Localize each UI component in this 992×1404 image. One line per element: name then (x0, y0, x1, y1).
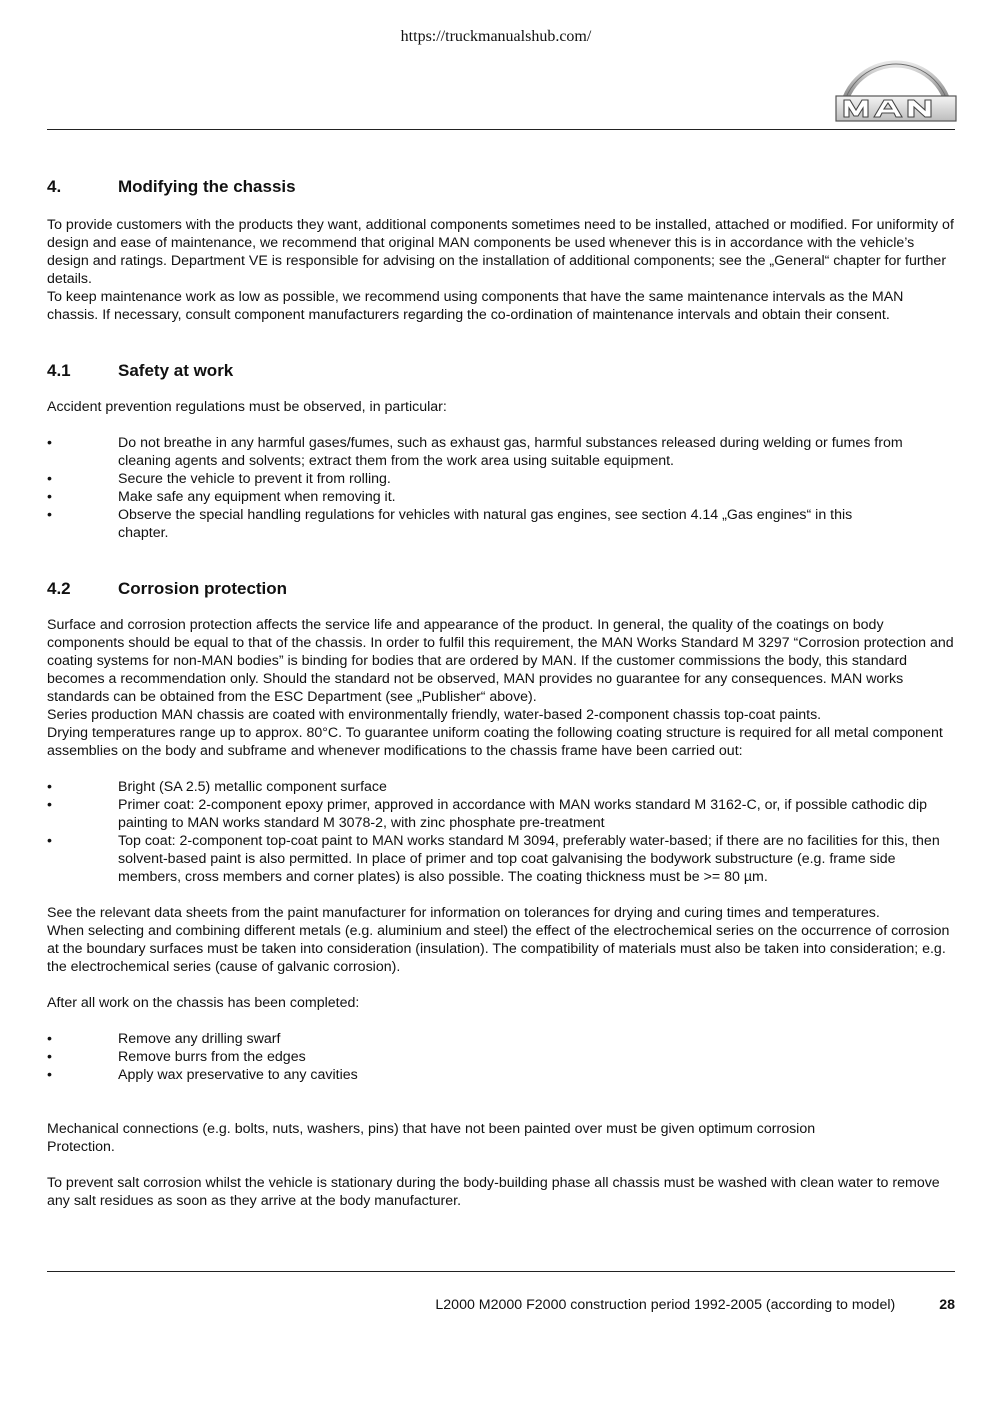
section-4-1-heading (47, 360, 957, 382)
list-item-text: Top coat: 2-component top-coat paint to MAN works standard M 3094, preferably water-based; if there are no facilities for this, then solvent-based paint is also permitted. In place of primer and top coat galvanising the bodywork substructure (e.g. frame side members, cross members and corner plates) is also possible. The coating thickness must be >= 80 µm. (118, 833, 940, 885)
paragraph: To prevent salt corrosion whilst the vehicle is stationary during the body-building phase all chassis must be washed with clean water to remove any salt residues as soon as they arrive at the body manufacturer. (47, 1175, 940, 1209)
footer-rule (47, 1271, 955, 1272)
paragraph: Accident prevention regulations must be observed, in particular: (47, 399, 447, 415)
section-number: 4. (47, 177, 62, 196)
after-work-bullet-list (47, 1030, 957, 1084)
list-item (47, 1048, 957, 1066)
list-item-text: Apply wax preservative to any cavities (118, 1067, 358, 1083)
list-item (47, 506, 957, 542)
bullet: • (47, 1067, 52, 1083)
paragraph: To keep maintenance work as low as possible, we recommend using components that have the same maintenance intervals as the MAN chassis. If necessary, consult component manufacturers regarding the co-ordination of maintenance intervals and obtain their consent. (47, 289, 904, 323)
page-number: 28 (939, 1297, 955, 1313)
list-item-text: Primer coat: 2-component epoxy primer, approved in accordance with MAN works standard M 3162-C, or, if possible cathodic dip painting to MAN works standard M 3078-2, with zinc phosphate pre-treatment (118, 797, 928, 831)
list-item-text: Do not breathe in any harmful gases/fumes, such as exhaust gas, harmful substances released during welding or fumes from cleaning agents and solvents; extract them from the work area using suitable equipment. (118, 435, 903, 469)
list-item (47, 832, 957, 886)
page-content (47, 176, 957, 1210)
list-item (47, 488, 957, 506)
paragraph: After all work on the chassis has been completed: (47, 995, 360, 1011)
safety-bullet-list (47, 434, 957, 542)
list-item-text: Remove burrs from the edges (118, 1049, 306, 1065)
bullet: • (47, 1031, 52, 1047)
list-item (47, 434, 957, 470)
footer-model-text: L2000 M2000 F2000 construction period 1992-2005 (according to model) (435, 1297, 896, 1313)
section-title: Safety at work (118, 361, 234, 380)
bullet: • (47, 435, 52, 451)
paragraph: Surface and corrosion protection affects the service life and appearance of the product. In general, the quality of the coatings on body components should be equal to that of the chassis. In order to fulfil this requirement, the MAN Works Standard M 3297 “Corrosion protection and coating systems for non-MAN bodies” is binding for bodies that are ordered by MAN. If the customer commissions the body, this standard becomes a recommendation only. Should the standard not be observed, MAN provides no guarantee for any consequences. MAN works standards can be obtained from the ESC Department (see „Publisher“ above). (47, 617, 954, 705)
paragraph: To provide customers with the products they want, additional components sometimes need to be installed, attached or modified. For uniformity of design and ease of maintenance, we recommend that original MAN components be used whenever this is in accordance with the vehicle’s design and ratings. Department VE is responsible for advising on the installation of additional components; see the „General“ chapter for further details. (47, 217, 954, 287)
paragraph: See the relevant data sheets from the paint manufacturer for information on tolerances for drying and curing times and temperatures. (47, 905, 880, 921)
coating-bullet-list (47, 778, 957, 886)
paragraph: Drying temperatures range up to approx. 80°C. To guarantee uniform coating the following coating structure is required for all metal component assemblies on the body and subframe and whenever modifications to the chassis frame have been carried out: (47, 725, 943, 759)
list-item-text: Remove any drilling swarf (118, 1031, 281, 1047)
list-item (47, 1066, 957, 1084)
paragraph: Mechanical connections (e.g. bolts, nuts, washers, pins) that have not been painted over must be given optimum corrosion Protection. (47, 1121, 816, 1155)
section-title: Corrosion protection (118, 579, 288, 598)
header-rule (47, 129, 955, 130)
paragraph: Series production MAN chassis are coated with environmentally friendly, water-based 2-component chassis top-coat paints. (47, 707, 822, 723)
bullet: • (47, 471, 52, 487)
bullet: • (47, 833, 52, 849)
paragraph: When selecting and combining different metals (e.g. aluminium and steel) the effect of the electrochemical series on the occurrence of corrosion at the boundary surfaces must be taken into consideration (insulation). The compatibility of materials must also be taken into consideration; e.g. the electrochemical series (cause of galvanic corrosion). (47, 923, 950, 975)
page-footer (47, 1297, 955, 1313)
bullet: • (47, 779, 52, 795)
bullet: • (47, 507, 52, 523)
list-item (47, 1030, 957, 1048)
list-item (47, 470, 957, 488)
list-item-text: Observe the special handling regulations for vehicles with natural gas engines, see section 4.14 „Gas engines“ in this chapter. (118, 507, 853, 541)
bullet: • (47, 1049, 52, 1065)
list-item-text: Bright (SA 2.5) metallic component surface (118, 779, 387, 795)
section-4-heading (47, 176, 957, 198)
list-item-text: Secure the vehicle to prevent it from rolling. (118, 471, 391, 487)
list-item (47, 778, 957, 796)
section-number: 4.1 (47, 361, 71, 380)
section-4-2-heading (47, 578, 957, 600)
source-url[interactable]: https://truckmanualshub.com/ (400, 28, 592, 45)
list-item-text: Make safe any equipment when removing it. (118, 489, 396, 505)
section-number: 4.2 (47, 579, 71, 598)
bullet: • (47, 489, 52, 505)
bullet: • (47, 797, 52, 813)
section-title: Modifying the chassis (118, 177, 296, 196)
man-logo (834, 54, 958, 124)
list-item (47, 796, 957, 832)
